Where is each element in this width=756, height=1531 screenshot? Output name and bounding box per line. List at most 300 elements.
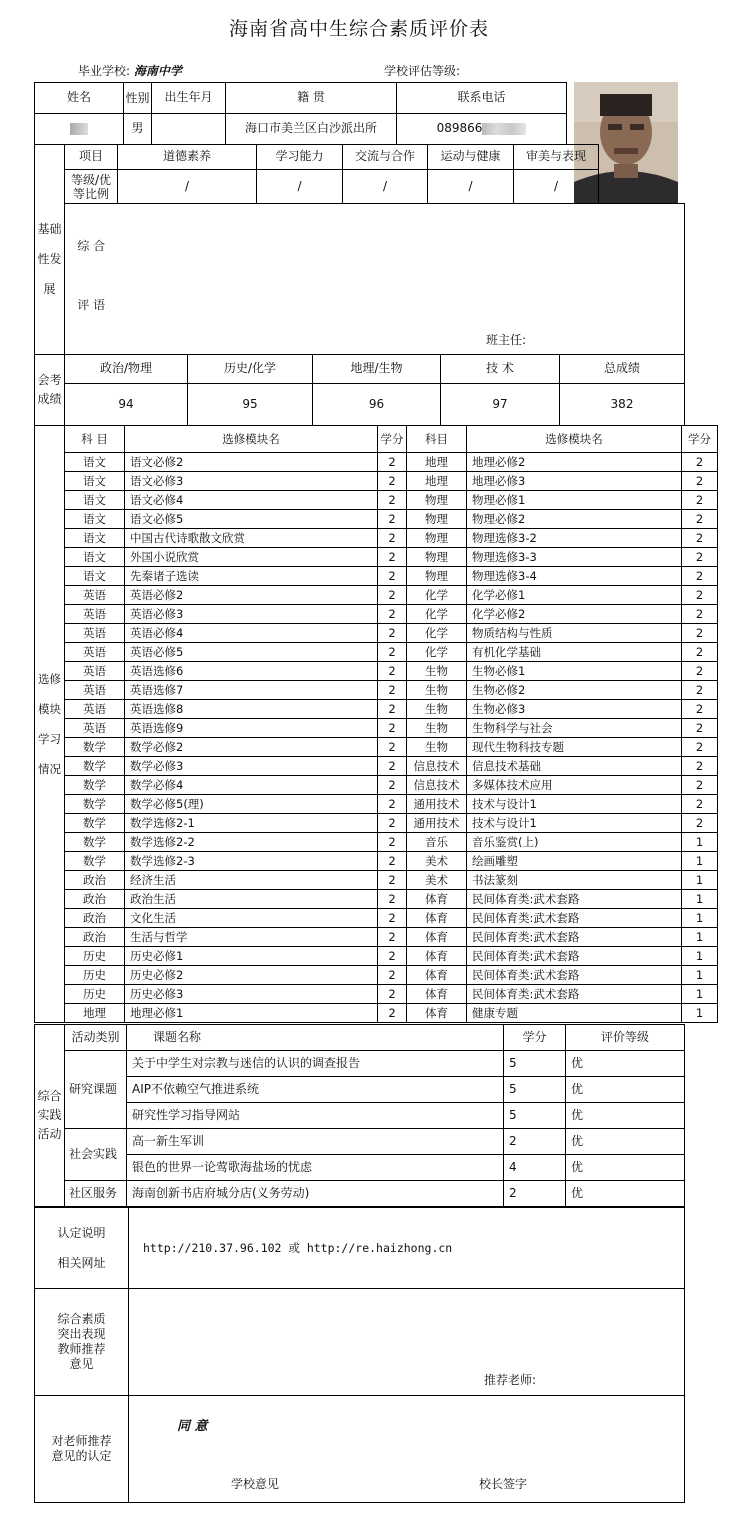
activity-title: 研究性学习指导网站: [127, 1103, 504, 1129]
module-credit: 2: [378, 643, 407, 662]
module-name: 生物科学与社会: [467, 719, 682, 738]
module-subject: 英语: [65, 605, 125, 624]
exam-subject: 地理/生物: [313, 355, 441, 384]
cert-label-1: 认定说明: [57, 1226, 106, 1240]
module-row: [35, 795, 718, 814]
grade-value: /: [428, 170, 514, 204]
activity-grade: 优: [566, 1129, 685, 1155]
exam-score: 94: [65, 384, 188, 426]
module-name: 数学必修2: [125, 738, 378, 757]
module-name: 数学必修3: [125, 757, 378, 776]
exam-subject: 历史/化学: [188, 355, 313, 384]
module-subject: 化学: [407, 586, 467, 605]
exam-score: 382: [560, 384, 685, 426]
module-name: 书法篆刻: [467, 871, 682, 890]
module-credit: 1: [682, 909, 718, 928]
cert-label-2: 相关网址: [57, 1256, 106, 1270]
activity-title: 银色的世界一论莺歌海盐场的忧虑: [127, 1155, 504, 1181]
module-credit: 1: [682, 947, 718, 966]
module-subject: 物理: [407, 510, 467, 529]
module-row: [35, 529, 718, 548]
module-credit: 2: [682, 776, 718, 795]
module-subject: 数学: [65, 757, 125, 776]
module-name: 数学选修2-1: [125, 814, 378, 833]
module-subject: 数学: [65, 738, 125, 757]
school-name: 海南中学: [133, 64, 182, 78]
gender-header: 性别: [124, 83, 152, 114]
module-row: [35, 985, 718, 1004]
module-name: 历史必修2: [125, 966, 378, 985]
certification-label: [35, 1208, 129, 1289]
grade-value: /: [257, 170, 343, 204]
module-credit: 2: [682, 719, 718, 738]
module-name: 数学选修2-3: [125, 852, 378, 871]
module-name: 民间体育类:武术套路: [467, 890, 682, 909]
exam-score: 95: [188, 384, 313, 426]
module-name: 生物必修1: [467, 662, 682, 681]
module-subject: 物理: [407, 491, 467, 510]
grade-value: /: [514, 170, 599, 204]
module-subject: 通用技术: [407, 795, 467, 814]
phone-value: [397, 114, 567, 145]
module-subject: 英语: [65, 681, 125, 700]
module-row: [35, 453, 718, 472]
module-row: [35, 1004, 718, 1023]
activity-credit: 5: [504, 1051, 566, 1077]
module-credit: 2: [378, 757, 407, 776]
module-name: 多媒体技术应用: [467, 776, 682, 795]
exam-score: 97: [441, 384, 560, 426]
module-credit: 2: [682, 814, 718, 833]
module-credit: 2: [378, 586, 407, 605]
module-subject: 数学: [65, 814, 125, 833]
module-credit: 2: [378, 472, 407, 491]
approval-label: 对老师推荐意见的认定: [35, 1396, 129, 1503]
module-credit: 2: [682, 491, 718, 510]
module-subject: 语文: [65, 567, 125, 586]
module-credit: 2: [378, 928, 407, 947]
module-credit: 2: [378, 510, 407, 529]
module-credit: 2: [682, 681, 718, 700]
module-subject: 化学: [407, 624, 467, 643]
module-name: 数学必修5(理): [125, 795, 378, 814]
module-subject: 体育: [407, 909, 467, 928]
activity-category: 社会实践: [65, 1129, 127, 1181]
module-subject: 信息技术: [407, 757, 467, 776]
module-name: 民间体育类:武术套路: [467, 947, 682, 966]
modules-header-row: [35, 426, 718, 453]
exam-section-label: 会考成绩: [35, 355, 65, 426]
school-opinion-label: 学校意见: [231, 1477, 280, 1491]
name-header: 姓名: [35, 83, 124, 114]
phone-header: 联系电话: [397, 83, 567, 114]
module-credit: 2: [378, 909, 407, 928]
module-name: 数学必修4: [125, 776, 378, 795]
module-subject: 英语: [65, 662, 125, 681]
module-subject: 语文: [65, 548, 125, 567]
birth-value: [152, 114, 226, 145]
grade-header: 等级/优等比例: [65, 170, 118, 204]
module-name: 有机化学基础: [467, 643, 682, 662]
module-credit: 2: [378, 700, 407, 719]
activities-header-cell: 评价等级: [566, 1025, 685, 1051]
module-name: 英语选修8: [125, 700, 378, 719]
module-name: 物理选修3-2: [467, 529, 682, 548]
module-name: 数学选修2-2: [125, 833, 378, 852]
module-credit: 1: [682, 966, 718, 985]
module-credit: 2: [378, 776, 407, 795]
module-name: 英语选修9: [125, 719, 378, 738]
module-name: 英语选修7: [125, 681, 378, 700]
modules-section-label: 选修模块学习情况: [35, 426, 65, 1023]
module-name: 先秦诸子选读: [125, 567, 378, 586]
activities-header-row: [35, 1025, 685, 1051]
activities-header-cell: 活动类别: [65, 1025, 127, 1051]
module-row: [35, 909, 718, 928]
module-subject: 生物: [407, 662, 467, 681]
exam-subject: 技 术: [441, 355, 560, 384]
module-subject: 数学: [65, 852, 125, 871]
comment-label-2: 评 语: [77, 298, 106, 313]
module-name: 文化生活: [125, 909, 378, 928]
module-credit: 2: [682, 757, 718, 776]
principal-sign-label: 校长签字: [479, 1477, 528, 1491]
origin-value: 海口市美兰区白沙派出所: [226, 114, 397, 145]
school-field: [78, 62, 182, 79]
recommend-label: 综合素质突出表现教师推荐意见: [35, 1289, 129, 1396]
module-subject: 音乐: [407, 833, 467, 852]
foundation-table: [34, 144, 685, 355]
activities-header-cell: 课题名称: [127, 1025, 504, 1051]
module-name: 民间体育类:武术套路: [467, 966, 682, 985]
module-credit: 2: [682, 662, 718, 681]
module-row: [35, 719, 718, 738]
module-subject: 政治: [65, 928, 125, 947]
agree-signature: 同 意: [177, 1419, 208, 1434]
modules-header-cell: 学分: [378, 426, 407, 453]
module-subject: 语文: [65, 529, 125, 548]
modules-header-cell: 科目: [407, 426, 467, 453]
module-name: 民间体育类:武术套路: [467, 928, 682, 947]
module-credit: 1: [682, 928, 718, 947]
module-row: [35, 510, 718, 529]
module-name: 生物必修2: [467, 681, 682, 700]
page-title: 海南省高中生综合素质评价表: [228, 18, 489, 40]
module-name: 物理必修1: [467, 491, 682, 510]
module-credit: 2: [378, 681, 407, 700]
module-name: 语文必修5: [125, 510, 378, 529]
module-credit: 2: [378, 985, 407, 1004]
module-subject: 信息技术: [407, 776, 467, 795]
module-subject: 历史: [65, 947, 125, 966]
module-credit: 1: [682, 871, 718, 890]
module-name: 历史必修1: [125, 947, 378, 966]
module-name: 英语选修6: [125, 662, 378, 681]
grade-value: /: [343, 170, 428, 204]
exam-subject: 总成绩: [560, 355, 685, 384]
module-credit: 1: [682, 890, 718, 909]
activity-grade: 优: [566, 1155, 685, 1181]
item-sport: 运动与健康: [428, 145, 514, 170]
origin-header: 籍 贯: [226, 83, 397, 114]
module-row: [35, 738, 718, 757]
module-credit: 2: [378, 529, 407, 548]
module-credit: 2: [682, 529, 718, 548]
module-credit: 2: [378, 605, 407, 624]
redacted-name: [70, 123, 88, 135]
module-credit: 2: [378, 890, 407, 909]
module-subject: 物理: [407, 529, 467, 548]
foundation-section-label: 基础性发展: [35, 145, 65, 355]
module-subject: 体育: [407, 928, 467, 947]
module-row: [35, 586, 718, 605]
module-row: [35, 605, 718, 624]
module-name: 化学必修2: [467, 605, 682, 624]
module-credit: 2: [378, 833, 407, 852]
module-subject: 美术: [407, 852, 467, 871]
module-name: 物理必修2: [467, 510, 682, 529]
redacted-phone: [482, 123, 526, 135]
module-row: [35, 643, 718, 662]
module-name: 英语必修3: [125, 605, 378, 624]
birth-header: 出生年月: [152, 83, 226, 114]
item-learning: 学习能力: [257, 145, 343, 170]
module-credit: 1: [682, 985, 718, 1004]
module-credit: 2: [378, 966, 407, 985]
module-credit: 2: [378, 491, 407, 510]
activity-row: [35, 1103, 685, 1129]
module-credit: 1: [682, 1004, 718, 1023]
module-subject: 历史: [65, 985, 125, 1004]
module-subject: 数学: [65, 776, 125, 795]
modules-header-cell: 学分: [682, 426, 718, 453]
module-subject: 政治: [65, 890, 125, 909]
module-row: [35, 567, 718, 586]
module-name: 经济生活: [125, 871, 378, 890]
comment-area: [118, 204, 685, 355]
module-credit: 2: [682, 624, 718, 643]
basic-info-table: [34, 82, 567, 145]
activity-row: [35, 1051, 685, 1077]
module-name: 生物必修3: [467, 700, 682, 719]
modules-header-cell: 科 目: [65, 426, 125, 453]
module-credit: 2: [378, 814, 407, 833]
activity-grade: 优: [566, 1103, 685, 1129]
photo-spacer: [599, 170, 685, 204]
module-subject: 英语: [65, 586, 125, 605]
module-credit: 2: [682, 738, 718, 757]
module-row: [35, 700, 718, 719]
module-credit: 2: [682, 453, 718, 472]
eval-level-label: 学校评估等级:: [384, 64, 461, 78]
module-name: 音乐鉴赏(上): [467, 833, 682, 852]
class-teacher-label: 班主任:: [485, 332, 526, 347]
module-subject: 政治: [65, 909, 125, 928]
module-subject: 化学: [407, 605, 467, 624]
module-name: 信息技术基础: [467, 757, 682, 776]
module-credit: 2: [682, 605, 718, 624]
module-credit: 2: [378, 852, 407, 871]
module-name: 物理选修3-4: [467, 567, 682, 586]
module-subject: 生物: [407, 700, 467, 719]
school-label: 毕业学校:: [78, 64, 131, 78]
module-row: [35, 947, 718, 966]
module-credit: 2: [378, 453, 407, 472]
module-row: [35, 890, 718, 909]
module-name: 民间体育类:武术套路: [467, 985, 682, 1004]
module-credit: 2: [378, 624, 407, 643]
module-credit: 2: [682, 510, 718, 529]
module-row: [35, 776, 718, 795]
module-row: [35, 624, 718, 643]
activity-grade: 优: [566, 1077, 685, 1103]
activities-header-cell: 学分: [504, 1025, 566, 1051]
module-credit: 2: [682, 643, 718, 662]
activity-title: 高一新生军训: [127, 1129, 504, 1155]
module-name: 民间体育类:武术套路: [467, 909, 682, 928]
exam-score: 96: [313, 384, 441, 426]
module-name: 政治生活: [125, 890, 378, 909]
module-name: 技术与设计1: [467, 814, 682, 833]
module-subject: 英语: [65, 700, 125, 719]
activity-title: 海南创新书店府城分店(义务劳动): [127, 1181, 504, 1207]
module-credit: 1: [682, 852, 718, 871]
module-subject: 语文: [65, 510, 125, 529]
module-subject: 历史: [65, 966, 125, 985]
activity-row: [35, 1129, 685, 1155]
phone-number: 089866: [436, 121, 483, 136]
module-name: 语文必修3: [125, 472, 378, 491]
module-credit: 2: [682, 586, 718, 605]
module-name: 技术与设计1: [467, 795, 682, 814]
exam-table: [34, 354, 685, 426]
module-subject: 数学: [65, 833, 125, 852]
activity-category: 研究课题: [65, 1051, 127, 1129]
activity-credit: 2: [504, 1129, 566, 1155]
module-name: 语文必修4: [125, 491, 378, 510]
module-subject: 地理: [65, 1004, 125, 1023]
module-subject: 英语: [65, 643, 125, 662]
module-name: 生活与哲学: [125, 928, 378, 947]
activity-row: [35, 1077, 685, 1103]
module-credit: 2: [682, 795, 718, 814]
module-subject: 体育: [407, 966, 467, 985]
module-subject: 物理: [407, 567, 467, 586]
module-subject: 美术: [407, 871, 467, 890]
module-credit: 2: [378, 871, 407, 890]
module-credit: 2: [682, 548, 718, 567]
module-row: [35, 928, 718, 947]
module-subject: 化学: [407, 643, 467, 662]
module-credit: 2: [378, 1004, 407, 1023]
modules-table: [34, 425, 718, 1023]
module-row: [35, 966, 718, 985]
module-subject: 生物: [407, 681, 467, 700]
module-credit: 2: [378, 567, 407, 586]
modules-header-cell: 选修模块名: [467, 426, 682, 453]
gender-value: 男: [124, 114, 152, 145]
module-name: 语文必修2: [125, 453, 378, 472]
module-row: [35, 757, 718, 776]
module-credit: 2: [378, 738, 407, 757]
activity-grade: 优: [566, 1051, 685, 1077]
activity-grade: 优: [566, 1181, 685, 1207]
activity-row: [35, 1181, 685, 1207]
module-row: [35, 662, 718, 681]
module-subject: 语文: [65, 453, 125, 472]
module-subject: 体育: [407, 890, 467, 909]
module-name: 物理选修3-3: [467, 548, 682, 567]
module-subject: 地理: [407, 453, 467, 472]
module-subject: 英语: [65, 719, 125, 738]
photo-spacer: [599, 145, 685, 170]
item-moral: 道德素养: [118, 145, 257, 170]
module-subject: 体育: [407, 985, 467, 1004]
item-aesthetic: 审美与表现: [514, 145, 599, 170]
recommend-teacher-label: 推荐老师:: [483, 1372, 536, 1387]
exam-subject: 政治/物理: [65, 355, 188, 384]
activity-credit: 5: [504, 1103, 566, 1129]
module-credit: 2: [378, 795, 407, 814]
module-row: [35, 491, 718, 510]
module-subject: 体育: [407, 947, 467, 966]
comment-label: [65, 204, 118, 355]
module-row: [35, 833, 718, 852]
module-name: 英语必修5: [125, 643, 378, 662]
module-name: 英语必修4: [125, 624, 378, 643]
module-name: 健康专题: [467, 1004, 682, 1023]
module-name: 地理必修2: [467, 453, 682, 472]
activity-category: 社区服务: [65, 1181, 127, 1207]
activity-credit: 2: [504, 1181, 566, 1207]
module-subject: 体育: [407, 1004, 467, 1023]
module-name: 物质结构与性质: [467, 624, 682, 643]
module-name: 绘画雕塑: [467, 852, 682, 871]
module-credit: 2: [682, 567, 718, 586]
activity-row: [35, 1155, 685, 1181]
module-subject: 通用技术: [407, 814, 467, 833]
module-credit: 2: [682, 700, 718, 719]
module-subject: 语文: [65, 491, 125, 510]
module-credit: 2: [378, 947, 407, 966]
module-subject: 地理: [407, 472, 467, 491]
approval-area: [129, 1396, 685, 1503]
activity-title: 关于中学生对宗教与迷信的认识的调查报告: [127, 1051, 504, 1077]
module-name: 历史必修3: [125, 985, 378, 1004]
module-credit: 2: [682, 472, 718, 491]
item-header: 项目: [65, 145, 118, 170]
module-subject: 生物: [407, 719, 467, 738]
name-value: [35, 114, 124, 145]
item-communication: 交流与合作: [343, 145, 428, 170]
module-row: [35, 871, 718, 890]
activity-credit: 5: [504, 1077, 566, 1103]
certification-table: [34, 1207, 685, 1503]
module-credit: 2: [378, 719, 407, 738]
module-row: [35, 548, 718, 567]
module-subject: 英语: [65, 624, 125, 643]
module-subject: 生物: [407, 738, 467, 757]
module-credit: 2: [378, 662, 407, 681]
module-row: [35, 681, 718, 700]
module-credit: 2: [378, 548, 407, 567]
module-subject: 物理: [407, 548, 467, 567]
module-row: [35, 852, 718, 871]
activity-credit: 4: [504, 1155, 566, 1181]
module-name: 地理必修3: [467, 472, 682, 491]
activity-title: AIP不依赖空气推进系统: [127, 1077, 504, 1103]
module-subject: 政治: [65, 871, 125, 890]
